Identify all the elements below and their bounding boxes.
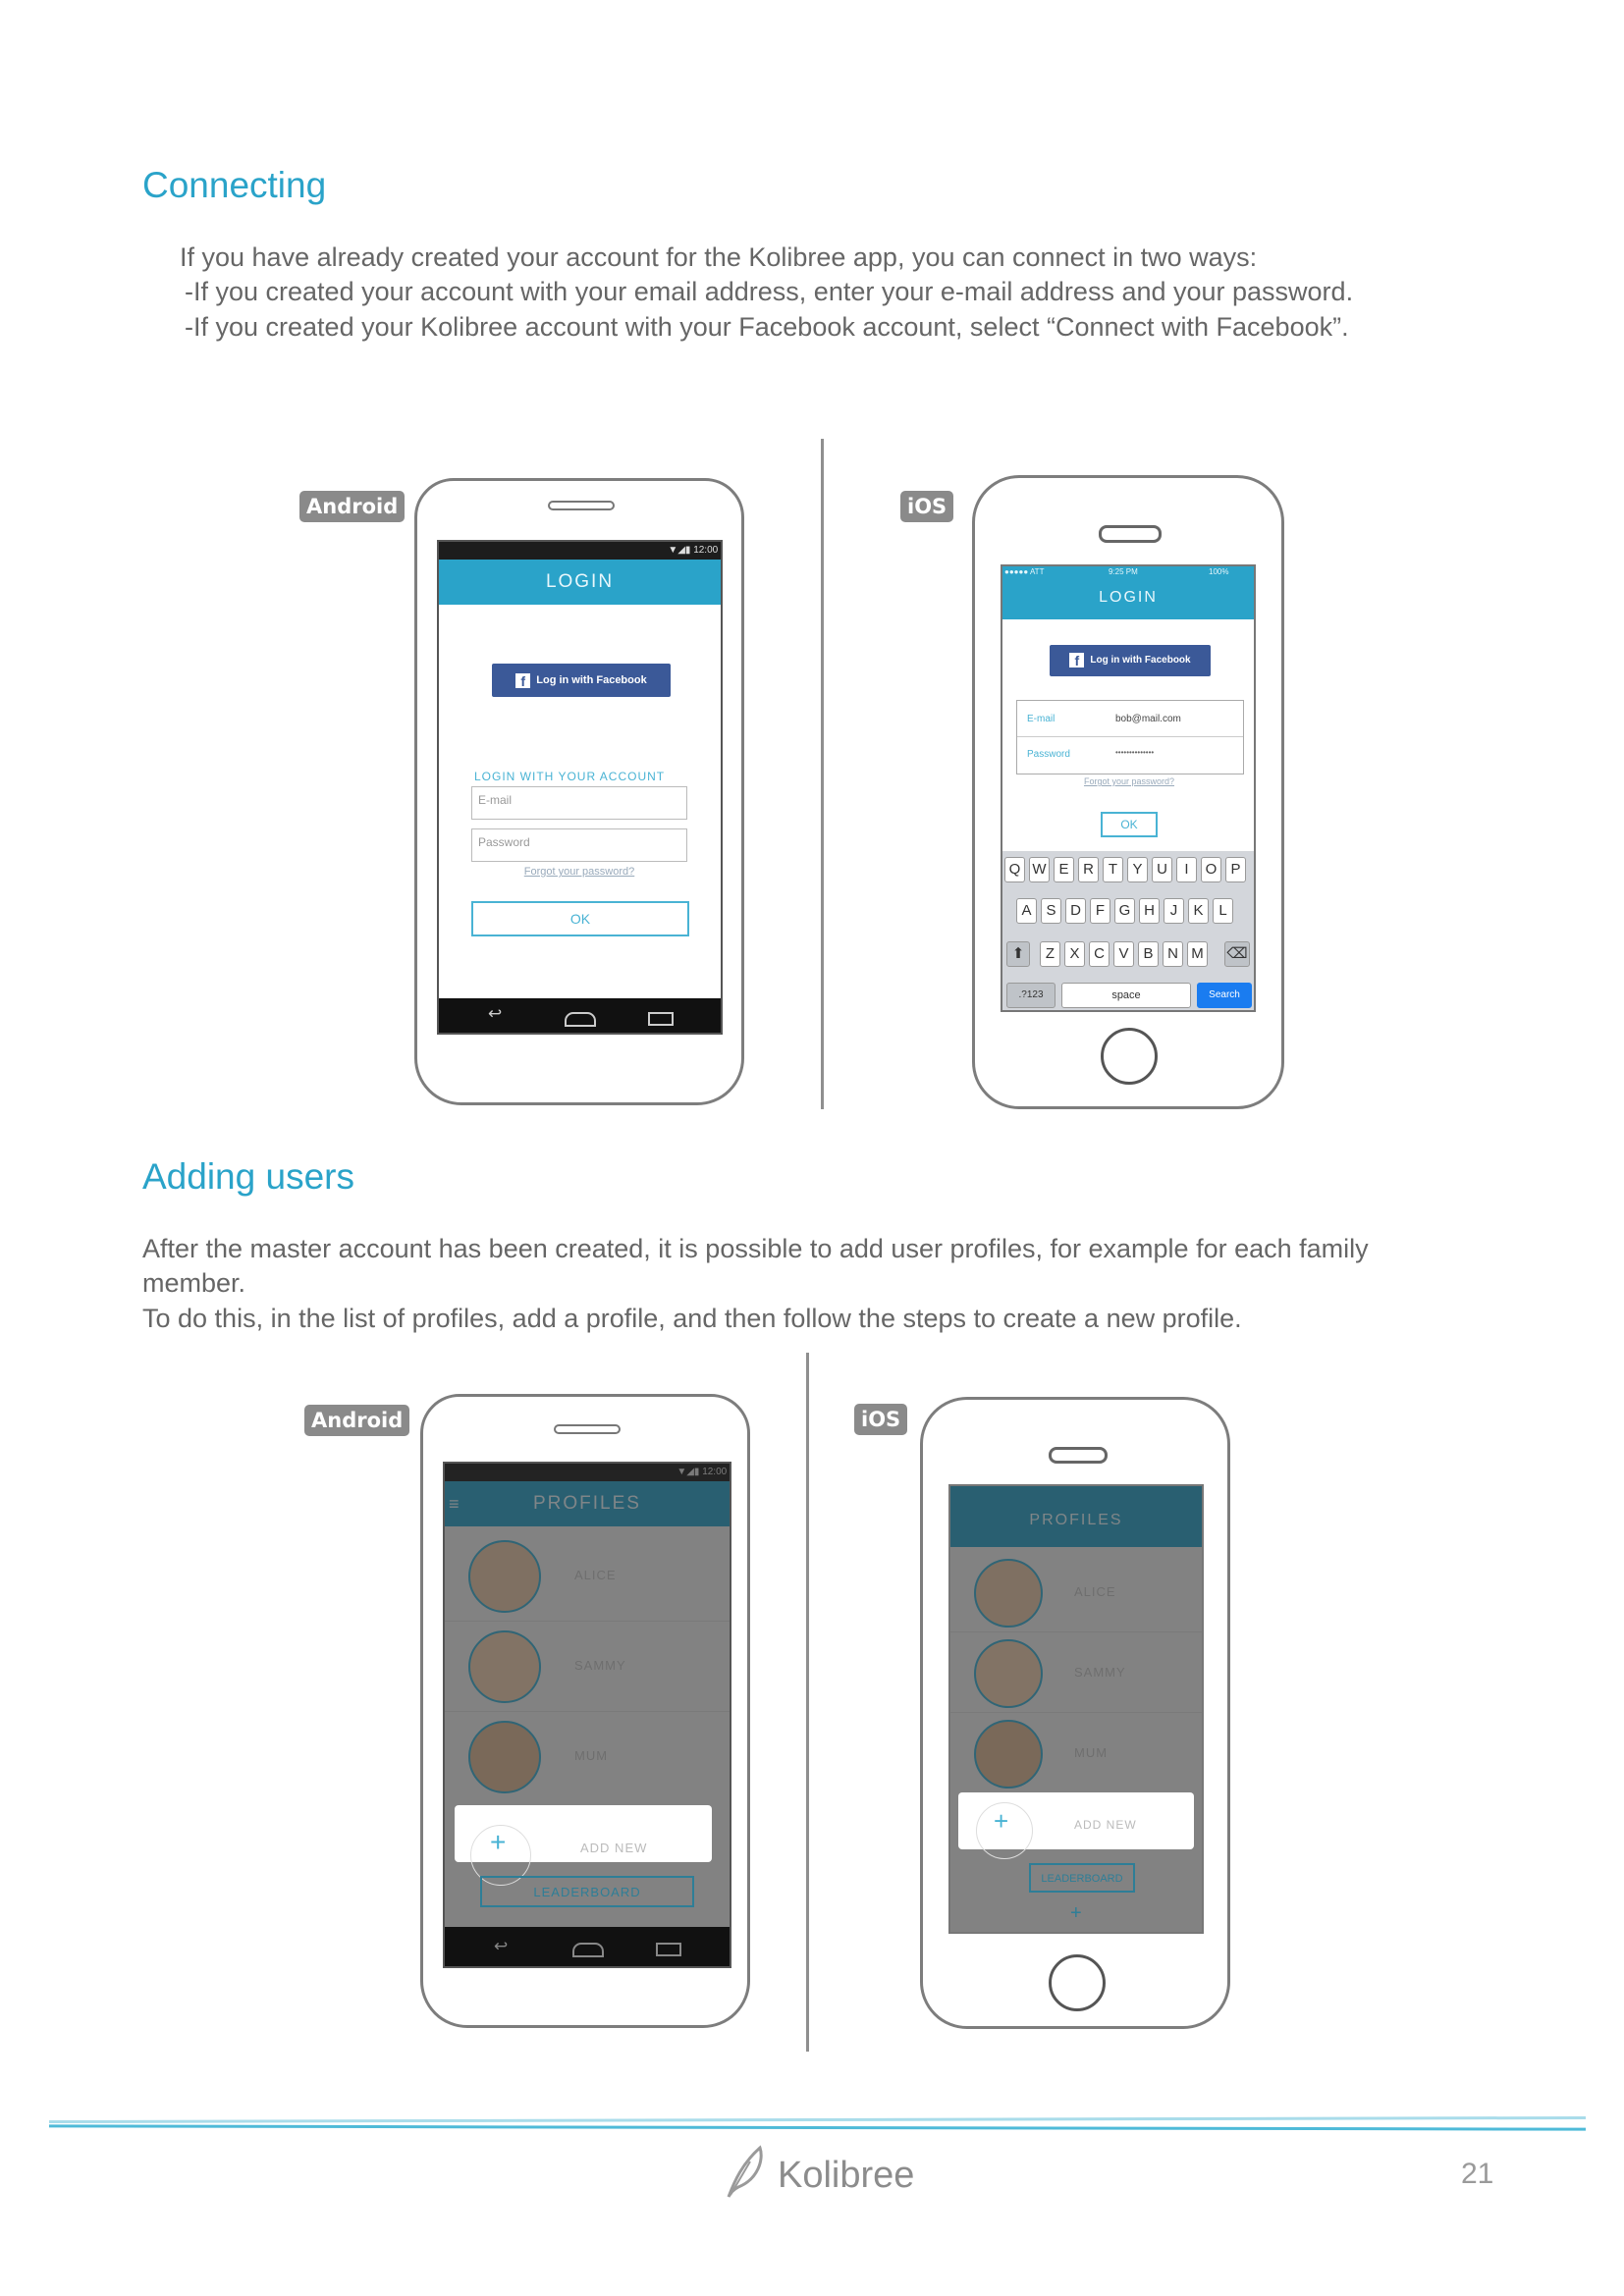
add-new-card[interactable] xyxy=(958,1792,1194,1849)
ios-badge: iOS xyxy=(900,491,953,522)
key-g[interactable]: G xyxy=(1114,898,1135,924)
password-field[interactable]: Password xyxy=(471,828,687,862)
footer-brand: Kolibree xyxy=(778,2155,915,2196)
speaker xyxy=(1049,1447,1108,1464)
page-number: 21 xyxy=(1461,2158,1494,2190)
android-badge: Android xyxy=(304,1405,409,1436)
paragraph-line: After the master account has been created, it is possible to add user profiles, for example for each family xyxy=(142,1234,1369,1263)
keyboard-row-1 xyxy=(1004,857,1252,882)
android-nav-bar xyxy=(439,998,721,1033)
facebook-login-button[interactable] xyxy=(1050,645,1211,676)
key-v[interactable]: V xyxy=(1113,941,1134,967)
status-bar xyxy=(439,542,721,560)
back-icon[interactable]: ↩ xyxy=(488,1004,503,1023)
facebook-login-button[interactable] xyxy=(492,664,671,697)
kolibree-logo xyxy=(721,2144,768,2206)
forgot-password-link[interactable]: Forgot your password? xyxy=(1083,776,1175,786)
recents-icon[interactable] xyxy=(656,1943,681,1956)
numbers-key[interactable]: .?123 xyxy=(1006,983,1056,1008)
carrier: ●●●●● ATT xyxy=(1004,567,1045,576)
shift-key[interactable]: ⬆ xyxy=(1006,941,1030,967)
battery: 100% xyxy=(1209,567,1229,576)
key-j[interactable]: J xyxy=(1164,898,1184,924)
speaker xyxy=(548,501,615,510)
android-profiles-screen xyxy=(443,1462,731,1968)
email-label: E-mail xyxy=(1027,714,1056,724)
add-new-label: ADD NEW xyxy=(1074,1818,1137,1832)
footer-line xyxy=(49,2124,1586,2130)
ios-login-screen xyxy=(1001,564,1256,1012)
key-d[interactable]: D xyxy=(1065,898,1086,924)
login-form xyxy=(1016,700,1244,774)
login-title: LOGIN xyxy=(1099,589,1158,606)
ok-button[interactable]: OK xyxy=(1101,812,1158,837)
status-time: 12:00 xyxy=(693,545,719,556)
forgot-password-link[interactable]: Forgot your password? xyxy=(523,866,635,878)
plus-icon: + xyxy=(994,1806,1009,1836)
keyboard-row-2 xyxy=(1016,898,1240,924)
key-f[interactable]: F xyxy=(1090,898,1110,924)
ios-phone-frame xyxy=(972,475,1284,1109)
android-phone-frame xyxy=(420,1394,750,2028)
android-phone-frame xyxy=(414,478,744,1105)
footer-line xyxy=(49,2116,1586,2123)
back-icon[interactable]: ↩ xyxy=(494,1937,509,1955)
home-button[interactable] xyxy=(1049,1954,1106,2011)
key-e[interactable]: E xyxy=(1054,857,1074,882)
key-y[interactable]: Y xyxy=(1127,857,1148,882)
recents-icon[interactable] xyxy=(648,1012,674,1026)
ok-button[interactable]: OK xyxy=(471,901,689,936)
section-heading-connecting: Connecting xyxy=(142,165,327,205)
android-nav-bar xyxy=(445,1927,730,1966)
email-field[interactable]: E-mail xyxy=(471,786,687,820)
key-p[interactable]: P xyxy=(1225,857,1246,882)
feather-icon xyxy=(721,2144,768,2201)
keyboard-row-3 xyxy=(1040,941,1217,967)
status-time: 9:25 PM xyxy=(1109,567,1138,576)
backspace-key[interactable]: ⌫ xyxy=(1224,941,1250,967)
leaderboard-button[interactable]: LEADERBOARD xyxy=(1029,1863,1135,1893)
ios-badge: iOS xyxy=(854,1404,907,1435)
speaker xyxy=(1099,525,1162,543)
key-o[interactable]: O xyxy=(1201,857,1221,882)
password-field[interactable] xyxy=(1017,737,1243,773)
section-heading-adding-users: Adding users xyxy=(142,1156,354,1197)
android-badge: Android xyxy=(299,491,405,522)
space-key[interactable]: space xyxy=(1061,983,1191,1008)
ios-phone-frame xyxy=(920,1397,1230,2029)
paragraph-line: -If you created your account with your email address, enter your e-mail address and your password. xyxy=(185,277,1354,306)
divider xyxy=(806,1353,809,2052)
login-title-bar xyxy=(439,560,721,605)
home-button[interactable] xyxy=(1101,1028,1158,1085)
add-new-label: ADD NEW xyxy=(580,1841,648,1855)
email-value: bob@mail.com xyxy=(1115,714,1181,724)
key-l[interactable]: L xyxy=(1213,898,1233,924)
add-new-card[interactable] xyxy=(455,1805,712,1862)
login-section-label: LOGIN WITH YOUR ACCOUNT xyxy=(474,770,666,783)
paragraph-line: If you have already created your account for the Kolibree app, you can connect in two ways: xyxy=(180,242,1258,272)
login-title: LOGIN xyxy=(545,571,615,592)
divider xyxy=(821,439,824,1109)
key-q[interactable]: Q xyxy=(1004,857,1025,882)
key-t[interactable]: T xyxy=(1103,857,1123,882)
speaker xyxy=(554,1424,621,1434)
key-w[interactable]: W xyxy=(1029,857,1050,882)
key-u[interactable]: U xyxy=(1152,857,1172,882)
key-s[interactable]: S xyxy=(1041,898,1061,924)
signal-icon: ▼◢▮ xyxy=(668,545,694,556)
password-value: •••••••••••••• xyxy=(1115,748,1155,757)
home-icon[interactable] xyxy=(572,1943,604,1957)
key-n[interactable]: N xyxy=(1163,941,1183,967)
paragraph-line: member. xyxy=(142,1268,246,1298)
android-login-screen xyxy=(437,540,723,1035)
paragraph-line: -If you created your Kolibree account with your Facebook account, select “Connect with Facebook”. xyxy=(185,312,1349,342)
home-icon[interactable] xyxy=(565,1012,596,1027)
ios-status-bar xyxy=(1002,566,1254,580)
key-b[interactable]: B xyxy=(1138,941,1159,967)
search-key[interactable]: Search xyxy=(1197,983,1252,1008)
plus-icon[interactable]: + xyxy=(1070,1902,1082,1924)
plus-icon: + xyxy=(490,1827,507,1857)
password-label: Password xyxy=(1027,749,1070,760)
key-z[interactable]: Z xyxy=(1040,941,1060,967)
login-title-bar xyxy=(1002,580,1254,619)
key-a[interactable]: A xyxy=(1016,898,1037,924)
key-k[interactable]: K xyxy=(1188,898,1209,924)
key-h[interactable]: H xyxy=(1139,898,1160,924)
ios-profiles-screen xyxy=(948,1484,1204,1934)
key-r[interactable]: R xyxy=(1078,857,1099,882)
facebook-login-label: Log in with Facebook xyxy=(1090,655,1191,666)
key-x[interactable]: X xyxy=(1064,941,1085,967)
keyboard xyxy=(1002,851,1254,1010)
facebook-icon: f xyxy=(1069,653,1084,667)
facebook-login-label: Log in with Facebook xyxy=(536,674,647,686)
key-c[interactable]: C xyxy=(1089,941,1110,967)
email-field[interactable] xyxy=(1017,701,1243,737)
key-m[interactable]: M xyxy=(1187,941,1208,967)
paragraph-line: To do this, in the list of profiles, add a profile, and then follow the steps to create a new profile. xyxy=(142,1304,1242,1333)
leaderboard-button[interactable]: LEADERBOARD xyxy=(480,1876,694,1907)
key-i[interactable]: I xyxy=(1176,857,1197,882)
facebook-icon: f xyxy=(515,673,530,688)
